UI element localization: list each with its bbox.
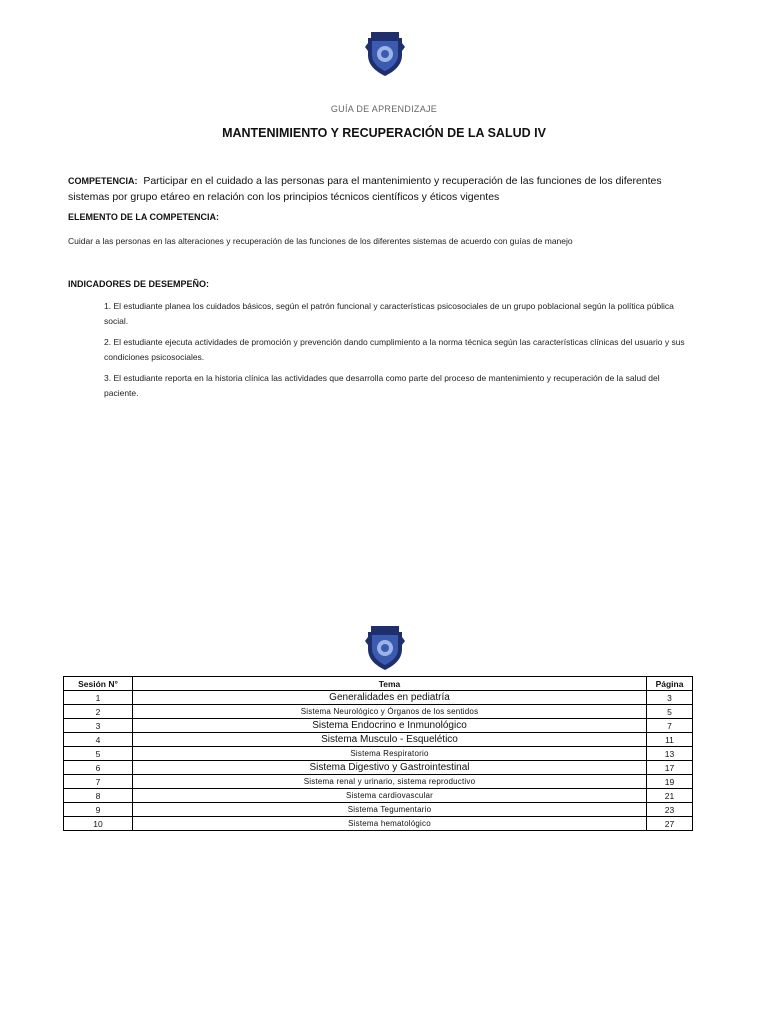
column-header-page: Página — [647, 677, 693, 691]
topic-cell: Sistema Respiratorio — [133, 747, 647, 761]
page-number-cell: 23 — [647, 803, 693, 817]
page-number-cell: 21 — [647, 789, 693, 803]
column-header-topic: Tema — [133, 677, 647, 691]
indicadores-list — [104, 299, 694, 407]
topic-cell: Sistema Endocrino e Inmunológico — [133, 719, 647, 733]
indicador-item: 3. El estudiante reporta en la historia clínica las actividades que desarrolla como parte del proceso de mantenimiento y recuperación de la salud del paciente. — [104, 373, 660, 398]
competencia-text: Participar en el cuidado a las personas para el mantenimiento y recuperación de las funciones de los diferentes sistemas por grupo etáreo en relación con los principios técnicos científicos y éticos vigentes — [68, 175, 662, 203]
table-header-row — [64, 677, 693, 691]
table-row — [64, 719, 693, 733]
competencia-section — [68, 173, 700, 205]
table-row — [64, 803, 693, 817]
topic-cell: Sistema hematológico — [133, 817, 647, 831]
shield-logo-icon — [365, 31, 405, 77]
indicador-item: 1. El estudiante planea los cuidados básicos, según el patrón funcional y características psicosociales de un grupo poblacional según la política pública social. — [104, 301, 674, 326]
table-row — [64, 705, 693, 719]
page-number-cell: 27 — [647, 817, 693, 831]
session-number-cell: 8 — [64, 789, 133, 803]
table-row — [64, 747, 693, 761]
table-row — [64, 733, 693, 747]
column-header-session: Sesión N° — [64, 677, 133, 691]
session-number-cell: 2 — [64, 705, 133, 719]
session-number-cell: 1 — [64, 691, 133, 705]
document-subtitle: GUÍA DE APRENDIZAJE — [330, 104, 438, 114]
table-row — [64, 817, 693, 831]
session-number-cell: 6 — [64, 761, 133, 775]
shield-logo-icon — [365, 625, 405, 671]
session-number-cell: 9 — [64, 803, 133, 817]
page-number-cell: 19 — [647, 775, 693, 789]
session-number-cell: 4 — [64, 733, 133, 747]
page-number-cell: 11 — [647, 733, 693, 747]
topic-cell: Sistema Neurológico y Órganos de los sentidos — [133, 705, 647, 719]
page-number-cell: 17 — [647, 761, 693, 775]
table-row — [64, 761, 693, 775]
page-number-cell: 5 — [647, 705, 693, 719]
topic-cell: Sistema cardiovascular — [133, 789, 647, 803]
session-number-cell: 3 — [64, 719, 133, 733]
indicador-item: 2. El estudiante ejecuta actividades de promoción y prevención dando cumplimiento a la norma técnica según las características clínicas del usuario y sus condiciones psicosociales. — [104, 337, 685, 362]
topic-cell: Sistema Musculo - Esquelético — [133, 733, 647, 747]
topic-cell: Sistema Tegumentario — [133, 803, 647, 817]
elemento-label: ELEMENTO DE LA COMPETENCIA: — [68, 212, 220, 222]
table-row — [64, 691, 693, 705]
competencia-label: COMPETENCIA: — [68, 176, 138, 186]
table-row — [64, 789, 693, 803]
document-title: MANTENIMIENTO Y RECUPERACIÓN DE LA SALUD IV — [222, 126, 546, 140]
page-number-cell: 7 — [647, 719, 693, 733]
page-number-cell: 13 — [647, 747, 693, 761]
table-row — [64, 775, 693, 789]
session-number-cell: 5 — [64, 747, 133, 761]
elemento-text: Cuidar a las personas en las alteraciones y recuperación de las funciones de los diferentes sistemas de acuerdo con guías de manejo — [68, 236, 573, 246]
sessions-table — [63, 676, 693, 831]
session-number-cell: 10 — [64, 817, 133, 831]
topic-cell: Sistema Digestivo y Gastrointestinal — [133, 761, 647, 775]
indicadores-label: INDICADORES DE DESEMPEÑO: — [68, 279, 210, 289]
session-number-cell: 7 — [64, 775, 133, 789]
topic-cell: Sistema renal y urinario, sistema reproductivo — [133, 775, 647, 789]
page-number-cell: 3 — [647, 691, 693, 705]
topic-cell: Generalidades en pediatría — [133, 691, 647, 705]
